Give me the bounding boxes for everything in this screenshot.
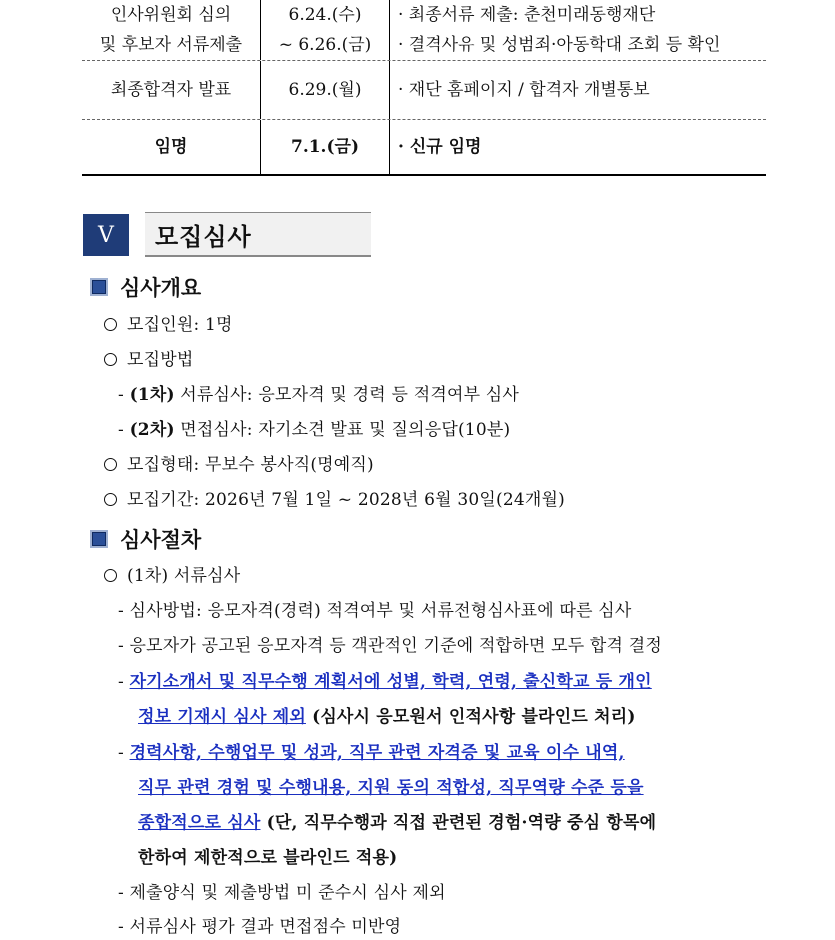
highlight-text: 종합적으로 심사 bbox=[138, 813, 261, 833]
procedure-subitem bbox=[118, 741, 625, 765]
highlight-text: 경력사항, 수행업무 및 성과, 직무 관련 자격증 및 교육 이수 내역, bbox=[129, 743, 625, 763]
procedure-subitem-cont bbox=[138, 705, 636, 729]
circle-bullet-icon bbox=[104, 353, 117, 366]
overview-subitem bbox=[118, 418, 510, 442]
square-bullet-icon bbox=[90, 278, 108, 296]
circle-bullet-icon bbox=[104, 493, 117, 506]
procedure-subitem-cont bbox=[138, 776, 644, 800]
stage-cell bbox=[82, 0, 261, 60]
highlight-text: 정보 기재시 심사 제외 bbox=[138, 707, 306, 727]
procedure-item bbox=[104, 564, 240, 588]
date-cell bbox=[261, 120, 390, 174]
item-text: 모집인원: 1명 bbox=[127, 315, 233, 335]
date-text: 6.24.(수) bbox=[288, 5, 362, 25]
date-cell bbox=[261, 0, 390, 60]
circle-bullet-icon bbox=[104, 569, 117, 582]
highlight-text: 자기소개서 및 직무수행 계획서에 성별, 학력, 연령, 출신학교 등 개인 bbox=[129, 672, 652, 692]
section-title: 모집심사 bbox=[155, 222, 252, 251]
item-text: 모집방법 bbox=[127, 350, 194, 370]
date-cell bbox=[261, 61, 390, 119]
procedure-subitem bbox=[118, 670, 652, 694]
date-text: 6.29.(월) bbox=[288, 80, 362, 100]
item-text: 모집기간: 2026년 7월 1일 ~ 2028년 6월 30일(24개월) bbox=[127, 490, 565, 510]
details-text: · 최종서류 제출: 춘천미래동행재단 bbox=[398, 5, 656, 25]
procedure-subitem: - 서류심사 평가 결과 면접점수 미반영 bbox=[118, 917, 402, 937]
details-text: · 재단 홈페이지 / 합격자 개별통보 bbox=[398, 80, 650, 100]
table-row bbox=[82, 120, 766, 174]
section-number: V bbox=[83, 214, 129, 256]
highlight-text: 직무 관련 경험 및 수행내용, 지원 동의 적합성, 직무역량 수준 등을 bbox=[138, 778, 644, 798]
step-tag: (1차) bbox=[129, 385, 175, 405]
stage-text: 인사위원회 심의 bbox=[110, 5, 232, 25]
procedure-subitem-cont bbox=[138, 811, 656, 835]
item-text: 면접심사: 자기소견 발표 및 질의응답(10분) bbox=[174, 420, 511, 440]
heading-text: 심사개요 bbox=[120, 276, 202, 300]
dash-text: - bbox=[118, 385, 130, 405]
details-cell bbox=[390, 0, 766, 60]
overview-item bbox=[104, 313, 233, 337]
overview-heading bbox=[90, 272, 201, 302]
step-tag: (2차) bbox=[129, 420, 175, 440]
date-text: 7.1.(금) bbox=[290, 137, 359, 157]
dash-text: - bbox=[118, 743, 130, 763]
overview-subitem bbox=[118, 383, 519, 407]
procedure-subitem: - 심사방법: 응모자격(경력) 적격여부 및 서류전형심사표에 따른 심사 bbox=[118, 601, 632, 621]
heading-text: 심사절차 bbox=[120, 528, 202, 552]
note-text: (단, 직무수행과 직접 관련된 경험·역량 중심 항목에 bbox=[260, 813, 657, 833]
overview-item bbox=[104, 348, 194, 372]
overview-item bbox=[104, 453, 374, 477]
procedure-heading bbox=[90, 524, 201, 554]
details-cell bbox=[390, 61, 766, 119]
stage-cell bbox=[82, 61, 261, 119]
table-row bbox=[82, 0, 766, 61]
circle-bullet-icon bbox=[104, 458, 117, 471]
stage-text: 최종합격자 발표 bbox=[110, 80, 232, 100]
details-cell bbox=[390, 120, 766, 174]
stage-text: 및 후보자 서류제출 bbox=[99, 35, 243, 55]
item-text: (1차) 서류심사 bbox=[127, 566, 241, 586]
dash-text: - bbox=[118, 420, 130, 440]
stage-text: 임명 bbox=[154, 137, 188, 157]
overview-item bbox=[104, 488, 565, 512]
circle-bullet-icon bbox=[104, 318, 117, 331]
table-row bbox=[82, 61, 766, 120]
schedule-table bbox=[82, 0, 766, 176]
dash-text: - bbox=[118, 672, 130, 692]
note-text: (심사시 응모원서 인적사항 블라인드 처리) bbox=[305, 707, 636, 727]
stage-cell bbox=[82, 120, 261, 174]
item-text: 모집형태: 무보수 봉사직(명예직) bbox=[127, 455, 374, 475]
details-text: · 신규 임명 bbox=[398, 137, 482, 157]
section-title-box bbox=[145, 212, 371, 257]
item-text: 서류심사: 응모자격 및 경력 등 적격여부 심사 bbox=[174, 385, 520, 405]
date-text: ~ 6.26.(금) bbox=[278, 35, 372, 55]
procedure-subitem: - 제출양식 및 제출방법 미 준수시 심사 제외 bbox=[118, 883, 446, 903]
square-bullet-icon bbox=[90, 530, 108, 548]
details-text: · 결격사유 및 성범죄·아동학대 조회 등 확인 bbox=[398, 35, 721, 55]
procedure-subitem-cont: 한하여 제한적으로 블라인드 적용) bbox=[138, 848, 398, 868]
procedure-subitem: - 응모자가 공고된 응모자격 등 객관적인 기준에 적합하면 모두 합격 결정 bbox=[118, 636, 663, 656]
